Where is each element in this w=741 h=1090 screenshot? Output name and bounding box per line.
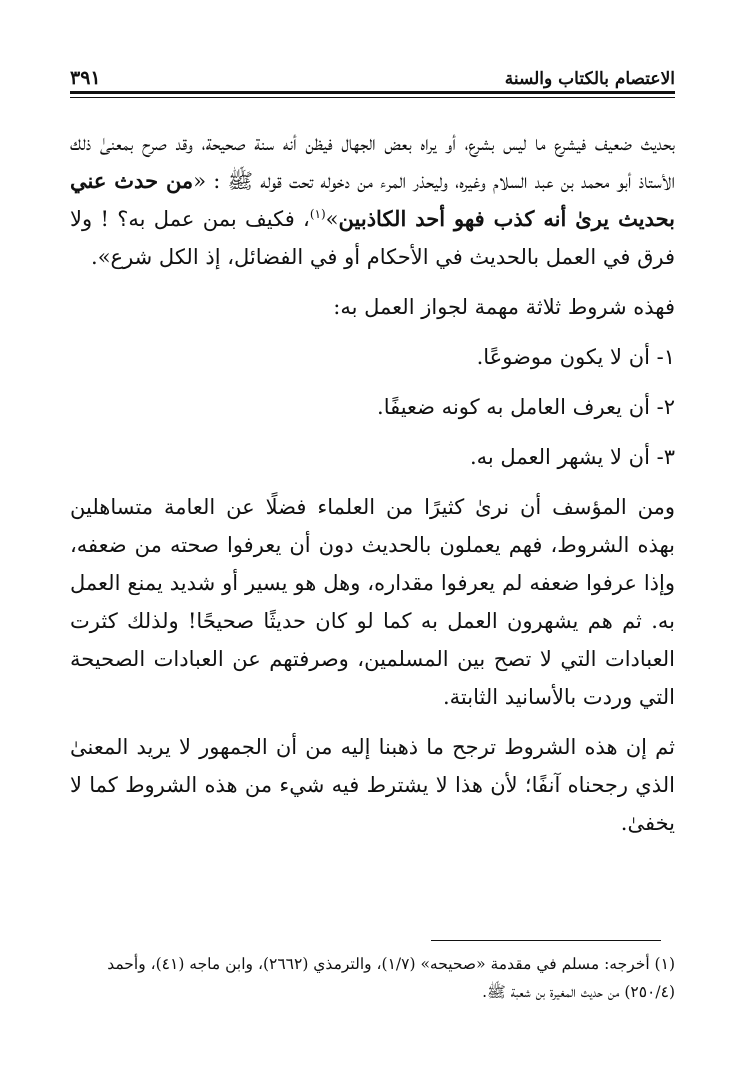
- page-body: [70, 124, 675, 842]
- paragraph-1-text-a: بحديث ضعيف فيشرع ما ليس بشرع، أو يراه بعض الجهال فيظن أنه سنة صحيحة، وقد صرح بمعنىٰ ذلك الأستاذ أبو محمد بن عبد السلام وغيره، وليحذر المرء من دخوله تحت قوله ﷺ : «: [70, 131, 675, 193]
- condition-1: ١- أن لا يكون موضوعًا.: [476, 345, 675, 369]
- conditions-intro: فهذه شروط ثلاثة مهمة لجواز العمل به:: [333, 295, 675, 319]
- page-number: ٣٩١: [70, 67, 101, 89]
- paragraph-1: [70, 124, 675, 276]
- page: [70, 55, 675, 842]
- paragraph-1-text-b: ، فكيف بمن عمل به؟ ! ولا فرق في العمل بالحديث في الأحكام أو في الفضائل، إذ الكل شرع».: [70, 207, 675, 269]
- header-rule-thick: [70, 91, 675, 94]
- paragraph-2: ومن المؤسف أن نرىٰ كثيرًا من العلماء فضلًا عن العامة متساهلين بهذه الشروط، فهم يعملون بالحديث دون أن يعرفوا صحته من ضعفه، وإذا عرفوا ضعفه لم يعرفوا مقداره، وهل هو يسير أو شديد يمنع العمل به. ثم هم يشهرون العمل به كما لو كان حديثًا صحيحًا! ولذلك كثرت العبادات التي لا تصح بين المسلمين، وصرفتهم عن العبادات الصحيحة التي وردت بالأسانيد الثابتة.: [70, 495, 675, 709]
- header-rule-thin: [70, 97, 675, 98]
- paragraph-3: ثم إن هذه الشروط ترجح ما ذهبنا إليه من أن الجمهور لا يريد المعنىٰ الذي رجحناه آنفًا؛ لأن هذا لا يشترط فيه شيء من هذه الشروط كما لا يخفىٰ.: [70, 735, 675, 835]
- page-header: [70, 55, 675, 89]
- paragraph-1-quote-close: »: [325, 207, 339, 231]
- condition-2: ٢- أن يعرف العامل به كونه ضعيفًا.: [377, 395, 675, 419]
- footnote-1: (١) أخرجه: مسلم في مقدمة «صحيحه» (١/٧)، والترمذي (٢٦٦٢)، وابن ماجه (٤١)، وأحمد (٢٥٠/٤) من حديث المغيرة بن شعبة ﷺ.: [107, 955, 675, 1001]
- condition-3: ٣- أن لا يشهر العمل به.: [469, 445, 675, 469]
- footnote-separator: [431, 940, 661, 941]
- footnotes: [70, 950, 675, 1006]
- hadith-quote: من حدث عني بحديث يرىٰ أنه كذب فهو أحد الكاذبين: [70, 168, 675, 231]
- running-title: الاعتصام بالكتاب والسنة: [504, 69, 675, 89]
- footnote-reference: (١): [309, 207, 326, 221]
